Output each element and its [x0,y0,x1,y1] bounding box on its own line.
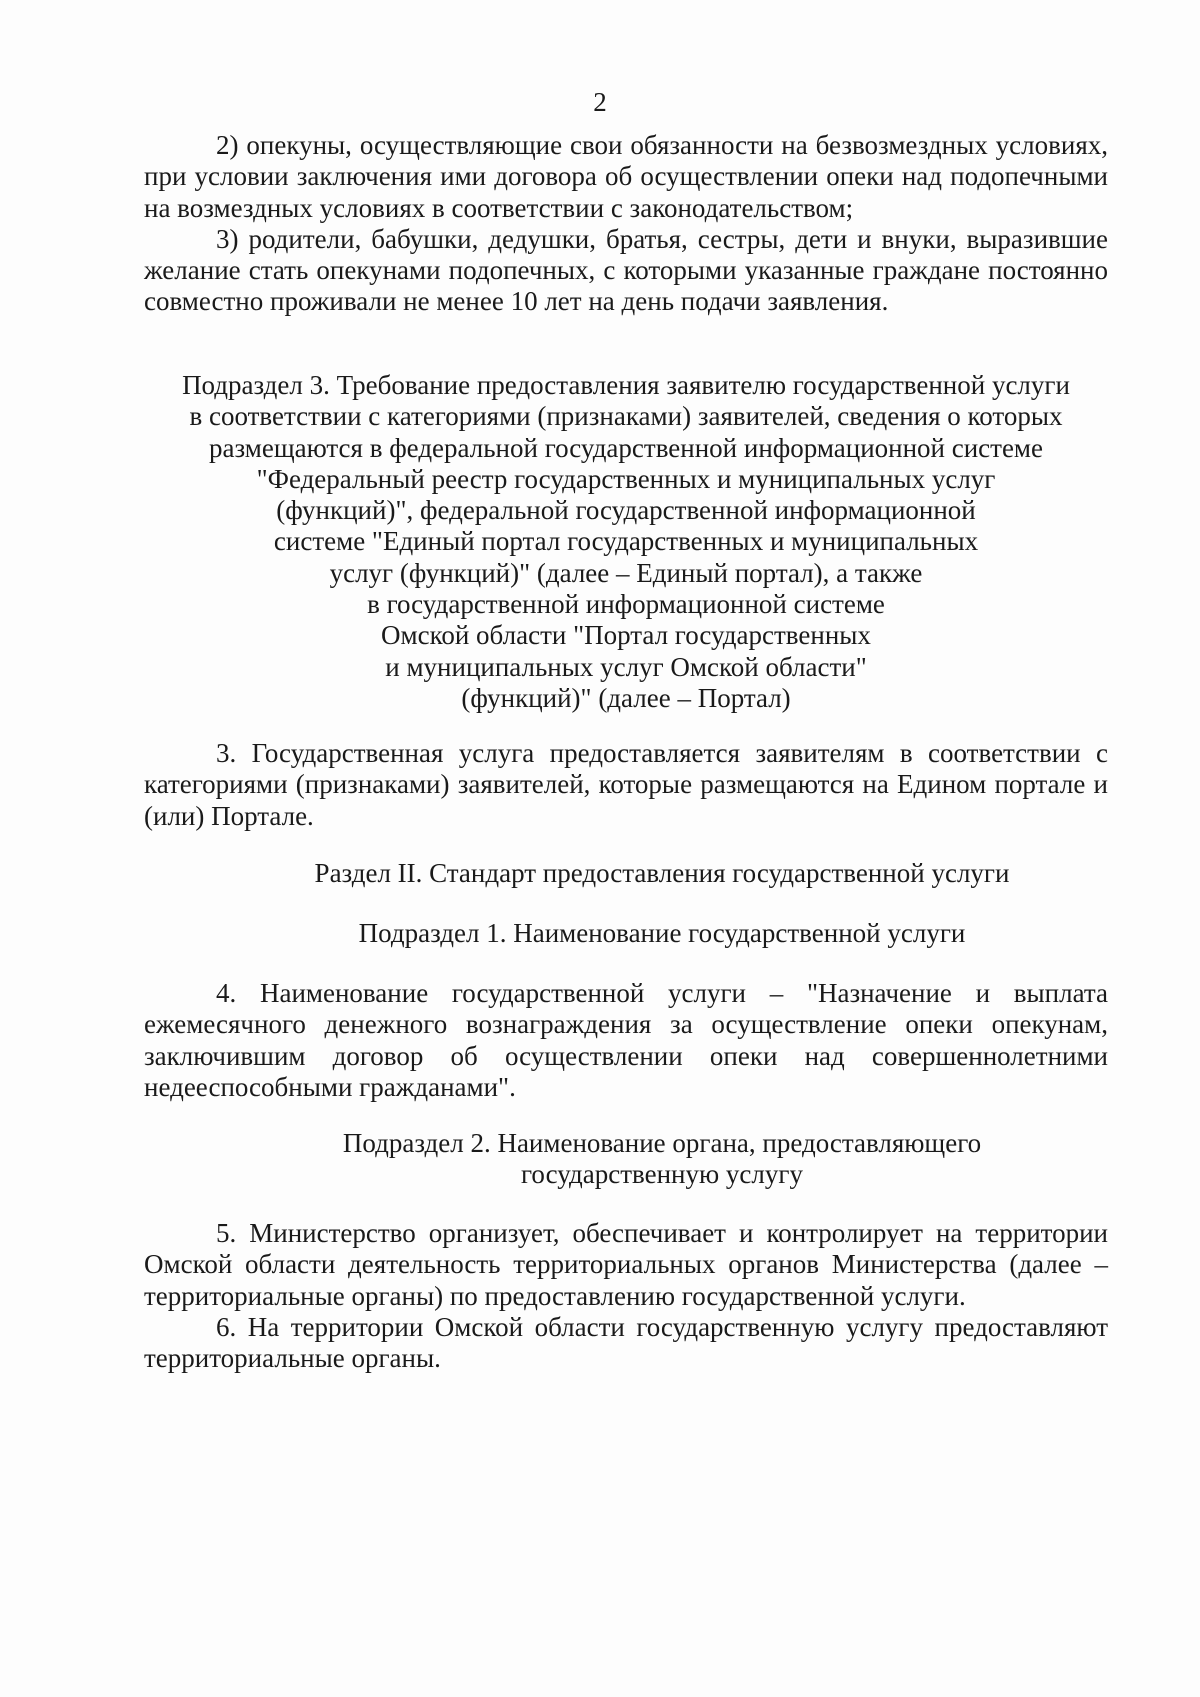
guardian-categories-block [144,130,1108,318]
heading-line: системе "Единый портал государственных и муниципальных [273,526,979,557]
heading-line: Подраздел 3. Требование предоставления заявителю государственной услуги [182,370,1070,400]
subsection-1-heading: Подраздел 1. Наименование государственной услуги [358,918,966,948]
heading-line: Омской области "Портал государственных [381,620,871,651]
paragraph-item-3: 3. Государственная услуга предоставляется заявителям в соответствии с категориями (признаками) заявителей, которые размещаются на Едином портале и (или) Портале. [144,738,1108,831]
heading-line: и муниципальных услуг Омской области" [385,651,867,682]
paragraph-item-5: 5. Министерство организует, обеспечивает и контролирует на территории Омской области деятельность территориальных органов Министерства (далее – территориальные органы) по предоставлению государственной услуги. [144,1218,1108,1311]
paragraph-item-6: 6. На территории Омской области государственную услугу предоставляют территориальные органы. [144,1311,1108,1374]
section-2-heading: Раздел II. Стандарт предоставления государственной услуги [314,858,1010,888]
heading-line: в государственной информационной системе [367,589,885,620]
page-number: 2 [593,87,607,117]
item-3-block [144,738,1108,832]
paragraph-item-2: 2) опекуны, осуществляющие свои обязанности на безвозмездных условиях, при условии заключения ими договора об осуществлении опеки над подопечными на возмездных условиях в соответствии с законодательством; [144,130,1108,223]
heading-line: государственную услугу [521,1159,803,1190]
paragraph-item-4: 4. Наименование государственной услуги – "Назначение и выплата ежемесячного денежного вознаграждения за осуществление опеки опекунам, заключившим договор об осуществлении опеки над совершеннолетними недееспособными гражданами". [144,978,1108,1102]
heading-line: услуг (функций)" (далее – Единый портал), а также [329,557,923,588]
items-5-6-block [144,1218,1108,1374]
paragraph-item-3-relatives: 3) родители, бабушки, дедушки, братья, сестры, дети и внуки, выразившие желание стать опекунами подопечных, с которыми указанные граждане постоянно совместно проживали не менее 10 лет на день подачи заявления. [144,223,1108,317]
heading-line: в соответствии с категориями (признаками) заявителей, сведения о которых [189,401,1063,432]
heading-line: размещаются в федеральной государственной информационной системе [208,432,1044,463]
item-4-block [144,978,1108,1103]
heading-line: Подраздел 2. Наименование органа, предоставляющего [342,1128,982,1158]
subsection-2-heading [180,1128,1144,1191]
heading-line: "Федеральный реестр государственных и муниципальных услуг [256,463,996,494]
subsection-3-heading [144,370,1108,714]
heading-line: (функций)", федеральной государственной информационной [276,495,976,526]
heading-line: (функций)" (далее – Портал) [461,682,791,713]
